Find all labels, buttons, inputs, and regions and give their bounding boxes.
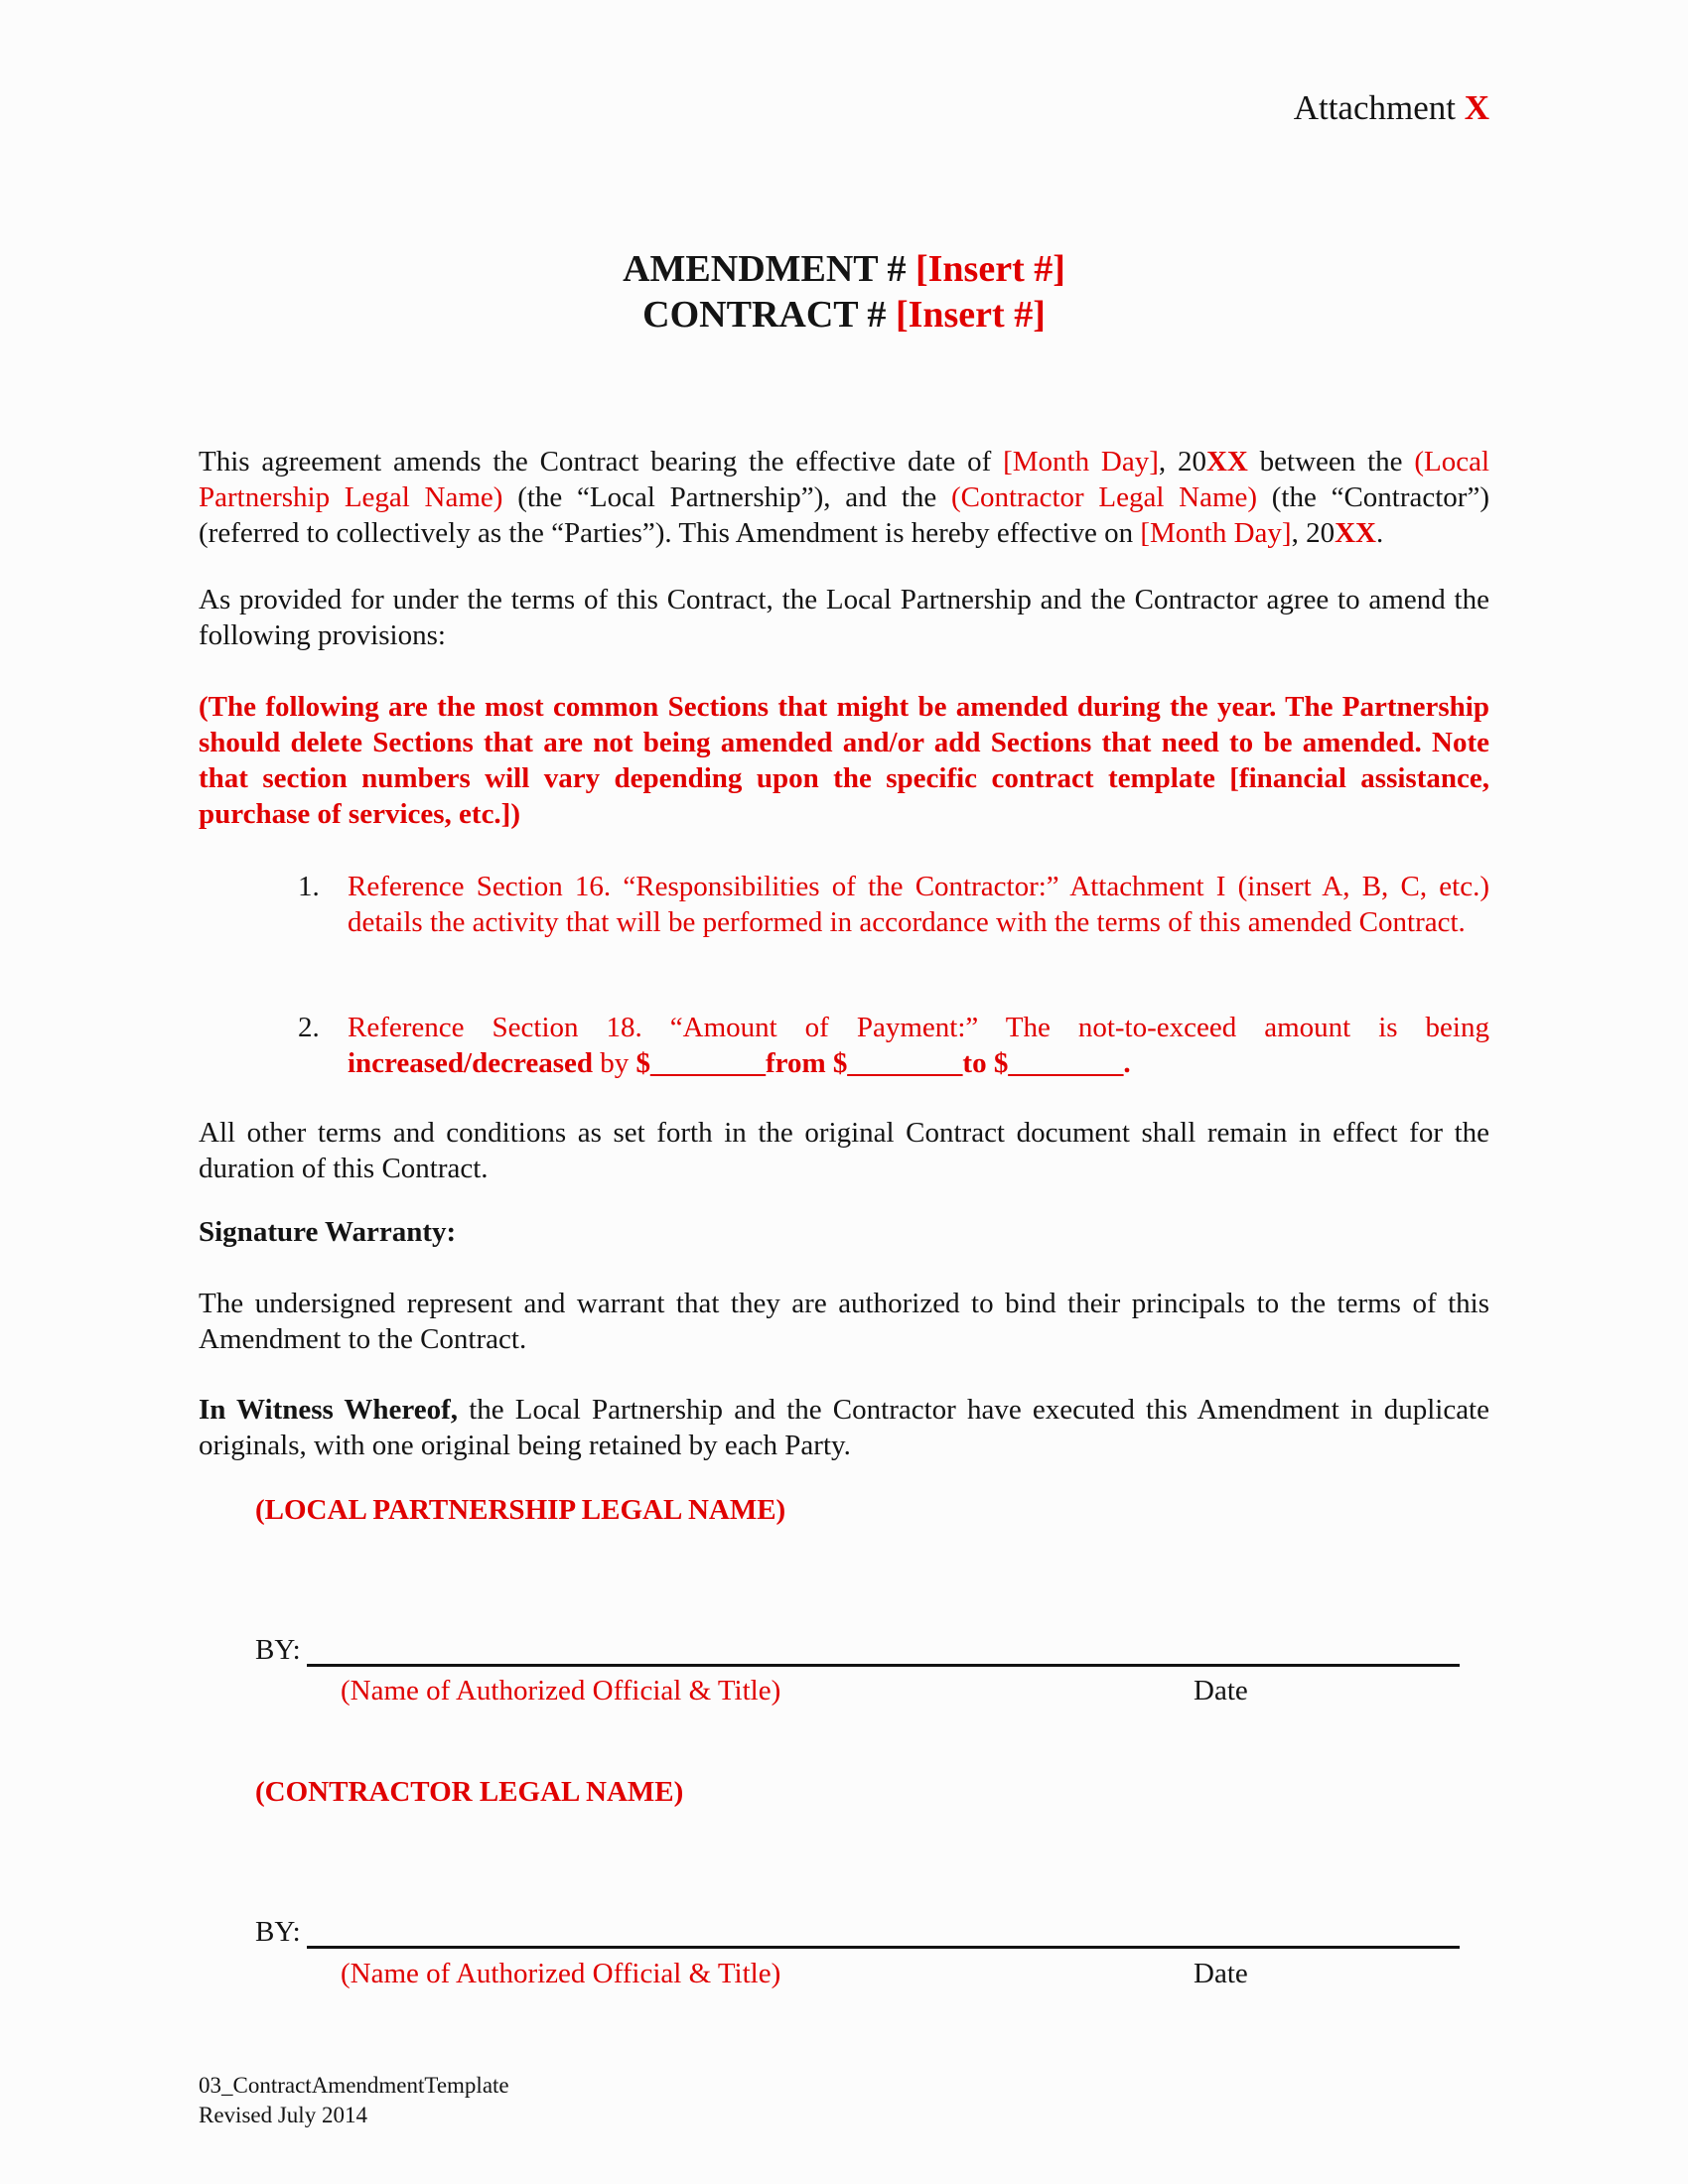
text-line: The undersigned represent and warrant that they are authorized to bind their principals to the terms of this Amendment to the Contract.	[199, 1288, 1489, 1355]
local-partnership-heading: (LOCAL PARTNERSHIP LEGAL NAME)	[255, 1494, 786, 1526]
paragraph-intro	[199, 444, 1489, 551]
contractor-date-label: Date	[1194, 1958, 1248, 1989]
list-item-1	[199, 869, 1489, 940]
list-item-2-number: 2.	[298, 1012, 320, 1043]
text-line: Reference Section 16. “Responsibilities of the Contractor:” Attachment I (insert A, B, C, etc.) details the activity that will be performed in accordance with the terms of this amended Contract.	[348, 871, 1489, 938]
attachment-number: X	[1464, 88, 1489, 127]
partnership-by-row	[255, 1632, 1460, 1672]
contractor-by-row	[255, 1914, 1460, 1954]
paragraph-provisions	[199, 582, 1489, 653]
text-line: CONTRACT # [Insert #]	[642, 294, 1046, 336]
contractor-signature-line	[307, 1914, 1460, 1949]
footer-filename: 03_ContractAmendmentTemplate	[199, 2073, 509, 2098]
contractor-name-date-row	[199, 1956, 1489, 1991]
footer-revision: Revised July 2014	[199, 2103, 367, 2127]
contractor-by-label: BY:	[255, 1916, 301, 1948]
partnership-date-label: Date	[1194, 1675, 1248, 1706]
text-line: Reference Section 18. “Amount of Payment:” The not-to-exceed amount is being	[348, 1012, 1489, 1043]
text-line: This agreement amends the Contract bearing the effective date of [Month Day], 20XX between the (Local Partnership Legal Name) (the “Local Partnership”), and the (Contractor Legal Name) (the “Contractor”) (referred to collectively as the “Parties”). This Amendment is hereby effective on [Month Day], 20XX.	[199, 446, 1490, 549]
paragraph-in-witness-whereof	[199, 1392, 1489, 1463]
attachment-label	[199, 87, 1489, 129]
paragraph-undersigned	[199, 1286, 1489, 1357]
document-title	[199, 246, 1489, 338]
partnership-by-label: BY:	[255, 1634, 301, 1666]
text-line: In Witness Whereof, the Local Partnership and the Contractor have executed this Amendment in duplicate originals, with one original being retained by each Party.	[199, 1394, 1489, 1461]
list-item-1-text	[348, 869, 1489, 940]
paragraph-template-instructions	[199, 689, 1489, 832]
partnership-signature-line	[307, 1632, 1460, 1667]
text-line: As provided for under the terms of this Contract, the Local Partnership and the Contractor agree to amend the following provisions:	[199, 584, 1489, 651]
list-item-2-text	[348, 1010, 1489, 1081]
contractor-name-label: (Name of Authorized Official & Title)	[341, 1958, 781, 1989]
signature-warranty-heading: Signature Warranty:	[199, 1216, 457, 1248]
text-line: AMENDMENT # [Insert #]	[623, 248, 1065, 290]
document-footer	[199, 2071, 1489, 2130]
text-line: All other terms and conditions as set forth in the original Contract document shall remain in effect for the duration of this Contract.	[199, 1117, 1489, 1184]
text-line: increased/decreased by $________from $________to $________.	[348, 1047, 1131, 1079]
partnership-name-label: (Name of Authorized Official & Title)	[341, 1675, 781, 1706]
attachment-word: Attachment	[1293, 88, 1465, 127]
paragraph-all-other-terms	[199, 1115, 1489, 1186]
contractor-heading: (CONTRACTOR LEGAL NAME)	[255, 1776, 684, 1808]
list-item-2	[199, 1010, 1489, 1081]
partnership-name-date-row	[199, 1673, 1489, 1708]
list-item-1-number: 1.	[298, 871, 320, 902]
text-line: (The following are the most common Sections that might be amended during the year. The Partnership should delete Sections that are not being amended and/or add Sections that need to be amended. Note that section numbers will vary depending upon the specific contract template [financial assistance, purchase of services, etc.])	[199, 691, 1489, 830]
